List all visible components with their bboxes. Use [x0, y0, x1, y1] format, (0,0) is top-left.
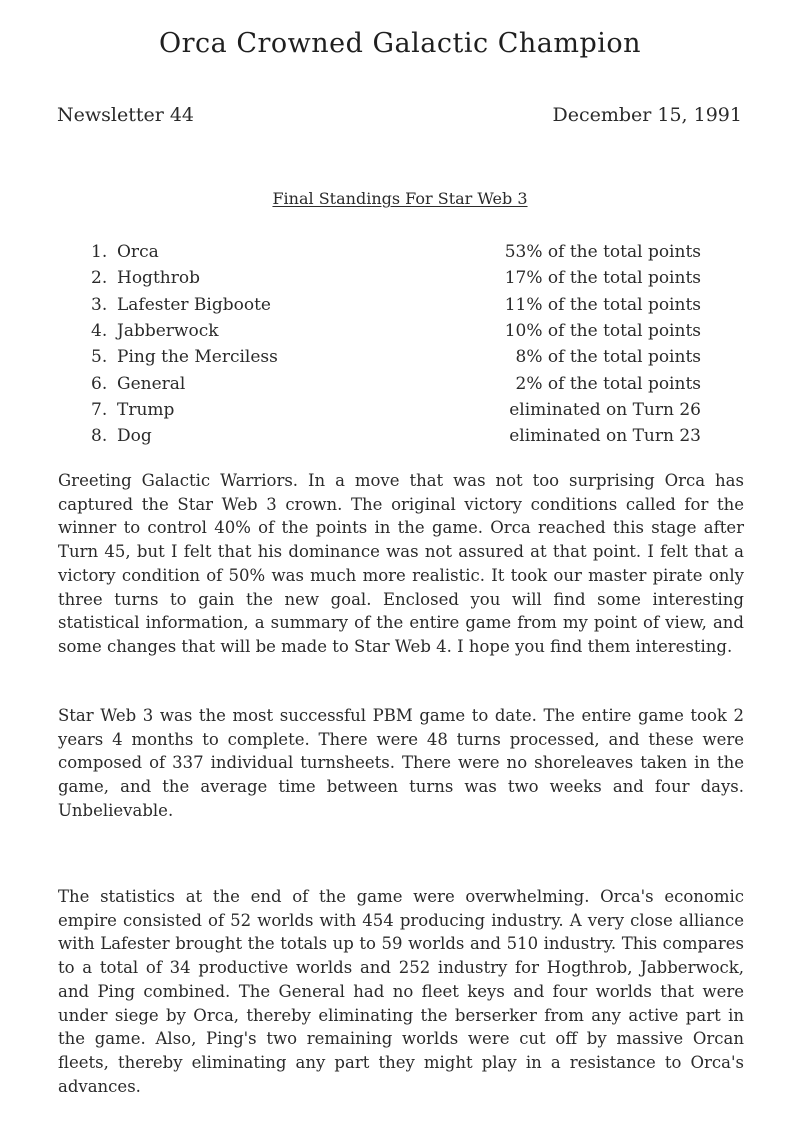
- standing-row: [91, 265, 701, 291]
- standing-row: [91, 397, 701, 423]
- standing-row: [91, 423, 701, 449]
- standing-number: 1.: [91, 242, 108, 263]
- standing-number: 7.: [91, 399, 108, 420]
- body-paragraph: The statistics at the end of the game were overwhelming. Orca's economic empire consisted of 52 worlds with 454 producing industry. A very close alliance with Lafester brought the totals up to 59 worlds and 510 industry. This compares to a total of 34 productive worlds and 252 industry for Hogthrob, Jabberwock, and Ping combined. The General had no fleet keys and four worlds that were under siege by Orca, thereby eliminating the berserker from any active part in the game. Also, Ping's two remaining worlds were cut off by massive Orcan fleets, thereby eliminating any part they might play in a resistance to Orca's advances.: [58, 887, 744, 1096]
- standing-number: 4.: [91, 321, 108, 342]
- standing-number: 5.: [91, 347, 108, 368]
- standing-row: [91, 318, 701, 344]
- standings-list: [91, 239, 701, 449]
- page-title: Orca Crowned Galactic Champion: [158, 28, 642, 59]
- standing-result: 8% of the total points: [515, 347, 701, 368]
- standing-number: 6.: [91, 373, 108, 394]
- standing-result: eliminated on Turn 26: [509, 399, 701, 420]
- body-paragraph: Greeting Galactic Warriors. In a move that was not too surprising Orca has captured the Star Web 3 crown. The original victory conditions called for the winner to control 40% of the points in the game. Orca reached this stage after Turn 45, but I felt that his dominance was not assured at that point. I felt that a victory condition of 50% was much more realistic. It took our master pirate only three turns to gain the new goal. Enclosed you will find some interesting statistical information, a summary of the entire game from my point of view, and some changes that will be made to Star Web 4. I hope you find them interesting.: [58, 471, 744, 656]
- standing-name: Dog: [117, 426, 152, 447]
- standing-row: [91, 344, 701, 370]
- standing-result: 17% of the total points: [504, 268, 701, 289]
- standing-number: 2.: [91, 268, 108, 289]
- standing-result: 53% of the total points: [504, 242, 701, 263]
- newsletter-date: December 15, 1991: [552, 104, 742, 126]
- standing-name: Hogthrob: [117, 268, 200, 289]
- standing-result: 10% of the total points: [504, 321, 701, 342]
- standing-row: [91, 239, 701, 265]
- standing-number: 8.: [91, 426, 108, 447]
- standing-row: [91, 292, 701, 318]
- standings-heading: Final Standings For Star Web 3: [272, 189, 528, 208]
- standing-name: Trump: [117, 399, 175, 420]
- standing-result: 11% of the total points: [504, 294, 701, 315]
- standing-name: Orca: [117, 242, 159, 263]
- standing-result: eliminated on Turn 23: [509, 426, 701, 447]
- standing-name: Lafester Bigboote: [117, 294, 271, 315]
- standing-name: General: [117, 373, 186, 394]
- standing-name: Jabberwock: [117, 321, 219, 342]
- standing-result: 2% of the total points: [515, 373, 701, 394]
- standing-name: Ping the Merciless: [117, 347, 278, 368]
- standing-number: 3.: [91, 294, 108, 315]
- standing-row: [91, 370, 701, 396]
- body-paragraph: Star Web 3 was the most successful PBM game to date. The entire game took 2 years 4 months to complete. There were 48 turns processed, and these were composed of 337 individual turnsheets. There were no shoreleaves taken in the game, and the average time between turns was two weeks and four days. Unbelievable.: [58, 706, 744, 820]
- newsletter-number: Newsletter 44: [57, 104, 195, 126]
